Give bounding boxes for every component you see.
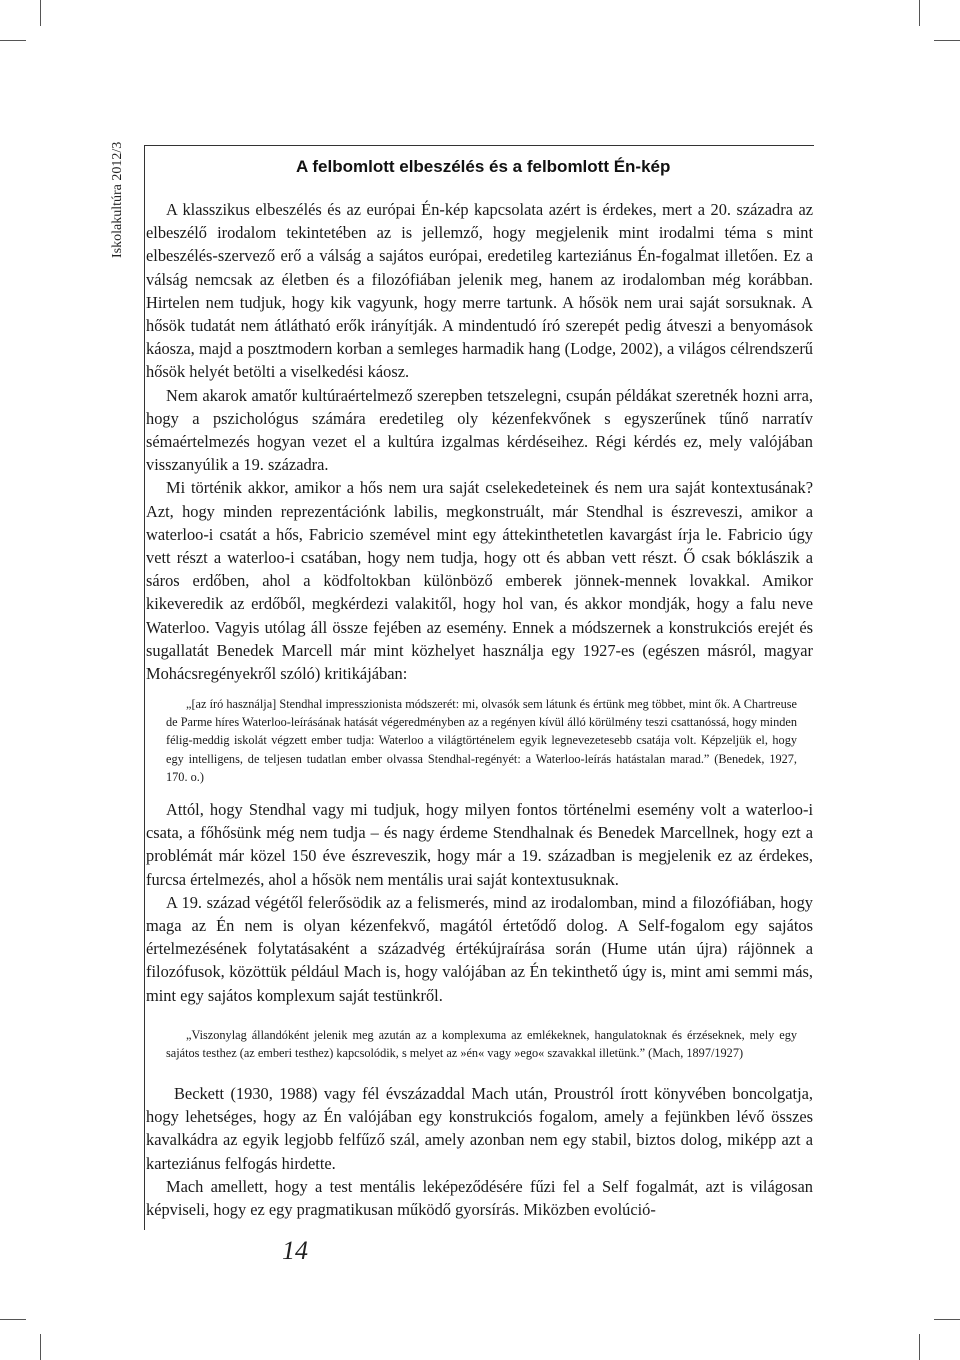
paragraph: Nem akarok amatőr kultúraértelmező szerepben tetszelegni, csupán példákat szeretnék hozni arra, hogy a pszichológus számára eredetileg oly kézenfekvőnek s egyszerűnek tűnő narratív sémaértelmezés hogyan vezet el a kultúra izgalmas kérdéseihez. Régi kérdés ez, mely valójában visszanyúlik a 19. századra. (146, 385, 813, 475)
crop-mark-bottom-left-v (40, 1334, 41, 1360)
crop-mark-bottom-right-h (934, 1319, 960, 1320)
section-title: A felbomlott elbeszélés és a felbomlott Én-kép (296, 157, 671, 176)
paragraph: Mach amellett, hogy a test mentális leképeződésére fűzi fel a Self fogalmát, azt is világosan képviseli, hogy ez egy pragmatikusan működő gyorsírás. Miközben evolúció- (146, 1176, 813, 1220)
block-quote-benedek (166, 695, 797, 786)
body-text-block-1 (146, 198, 813, 685)
margin-rule-vertical (144, 145, 145, 1230)
crop-mark-top-left-h (0, 40, 26, 41)
journal-name: Iskolakultúra 2012/3 (110, 141, 125, 258)
header-rule (144, 145, 814, 146)
body-text-block-3 (146, 1082, 813, 1221)
paragraph: Beckett (1930, 1988) vagy fél évszázaddal Mach után, Proustról írott könyvében boncolgatja, hogy lehetséges, hogy az Én valójában egy konstrukciós fogalom, amely a fejünkben lévő összes kavalkádra az egyik legjobb felfűző szál, amely azonban nem egy stabil, biztos dolog, miképp azt a karteziánus felfogás hirdette. (146, 1084, 813, 1173)
quote-text: „Viszonylag állandóként jelenik meg azután az a komplexuma az emlékeknek, hangulatoknak és érzéseknek, mely egy sajátos testhez (az emberi testhez) kapcsolódik, s melyet az »én« vagy »ego« szavakkal illetünk.” (Mach, 1897/1927) (166, 1028, 797, 1061)
body-text-block-2 (146, 798, 813, 1007)
quote-text: „[az író használja] Stendhal impresszionista módszerét: mi, olvasók sem látunk és értünk meg többet, mint ők. A Chartreuse de Parme híres Waterloo-leírásának hatását végeredményben az a regényen kívül álló körülmény teszi csattanóssá, hogy minden félig-meddig iskolát végzett ember tudja: Waterloo a világtörténelem egyik legnevezetesebb csatája volt. Képzeljük el, hogy egy intelligens, de teljesen tudatlan ember olvassa Stendhal-regényét: a Waterloo-leírás hatástalan marad.” (Benedek, 1927, 170. o.) (166, 697, 797, 784)
crop-mark-top-right-v (919, 0, 920, 26)
paragraph: Attól, hogy Stendhal vagy mi tudjuk, hogy milyen fontos történelmi esemény volt a waterloo-i csata, a főhősünk még nem tudja – és nagy érdeme Stendhalnak és Benedek Marcellnek, hogy ezt a problémát már közel 150 éve észreveszik, hogy már a 19. században is megjelenik ez az érdekes, furcsa értelmezés, ahol a hősök nem mentális urai saját kontextusuknak. (146, 800, 813, 889)
paragraph: A klasszikus elbeszélés és az európai Én-kép kapcsolata azért is érdekes, mert a 20. századra az elbeszélő irodalom tekintetében az is jellemző, hogy megjelenik mint irodalmi téma s mint elbeszélés-szervező erő a válság a sajátos európai, eredetileg karteziánus Én-fogalmat illetően. Ez a válság nemcsak az életben és a filozófiában jelenik meg, hanem az irodalomban még korábban. Hirtelen nem tudjuk, hogy kik vagyunk, hogy merre tartunk. A hősök nem urai saját sorsuknak. A hősök tudatát nem átlátható erők irányítják. A mindentudó író szerepét pedig átveszi a benyomások káosza, majd a posztmodern korban a semleges harmadik hang (Lodge, 2002), a világos célrendszerű hősök helyét betölti a viselkedési káosz. (146, 200, 813, 382)
crop-mark-top-right-h (934, 40, 960, 41)
page-number: 14 (282, 1236, 308, 1265)
paragraph: Mi történik akkor, amikor a hős nem ura saját cselekedeteinek és nem ura saját kontextusának? Azt, hogy minden reprezentációnk labilis, megkonstruált, már Stendhal is észreveszi, amikor a waterloo-i csatát a hős, Fabricio szemével mint egy áttekinthetetlen kavargást írja le. Fabricio úgy vett részt a waterloo-i csatában, hogy nem tudja, hogy ott és abban vett részt. Ő csak bóklászik a sáros erdőben, ahol a ködfoltokban különböző emberek jönnek-mennek lovakkal. Amikor kikeveredik az erdőből, megkérdezi valakitől, hogy hol van, és akkor mondják, hogy a falu neve Waterloo. Vagyis utólag áll össze fejében az esemény. Ennek a módszernek a konstrukciós erejét és sugallatát Benedek Marcell már mint közhelyet használja egy 1927-es (egészen másról, magyar Mohácsregényekről szóló) kritikájában: (146, 478, 813, 684)
crop-mark-bottom-left-h (0, 1319, 26, 1320)
crop-mark-bottom-right-v (919, 1334, 920, 1360)
paragraph: A 19. század végétől felerősödik az a felismerés, mind az irodalomban, mind a filozófiában, hogy maga az Én nem is olyan kézenfekvő, magától értetődő dolog. A Self-fogalom egy sajátos értelmezésének folytatásaként a századvég értékújraírása során (Hume után újra) rájönnek a filozófusok, közöttük például Mach is, hogy valójában az Én tekinthető úgy is, mint ami semmi más, mint egy sajátos komplexum saját testünkről. (146, 892, 813, 1005)
block-quote-mach (166, 1026, 797, 1062)
crop-mark-top-left-v (40, 0, 41, 26)
